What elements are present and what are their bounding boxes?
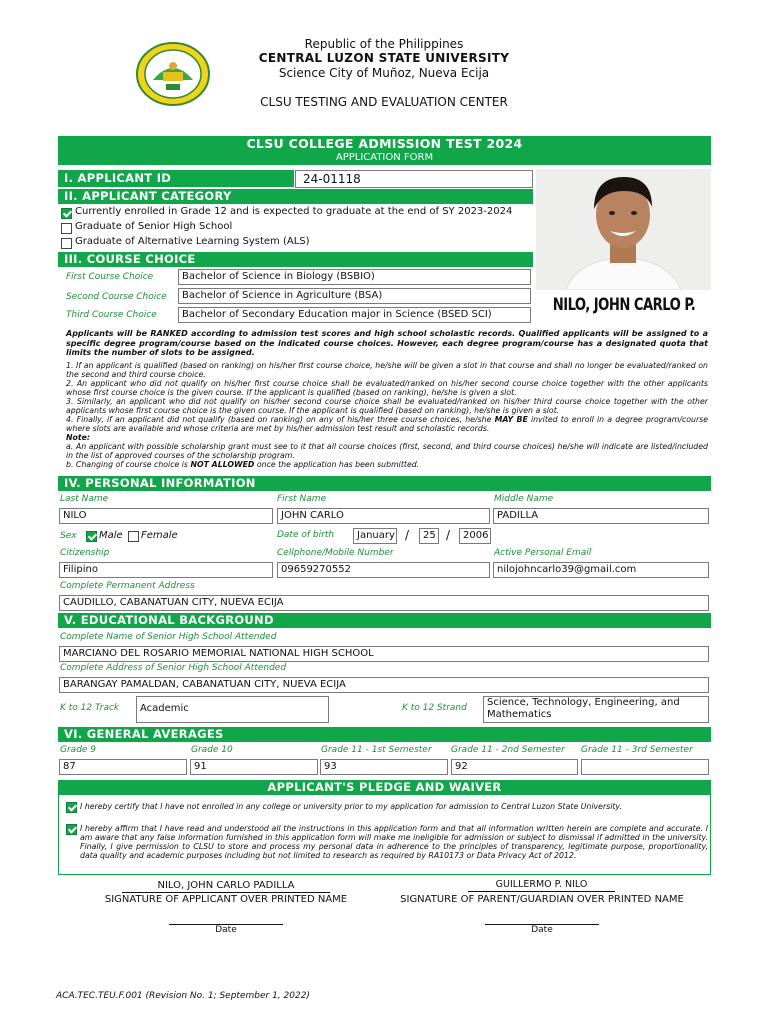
first-course-label: First Course Choice [66, 272, 154, 282]
sex-label: Sex [60, 531, 77, 541]
applicant-signature-caption: SIGNATURE OF APPLICANT OVER PRINTED NAME [104, 894, 348, 905]
applicant-id-field[interactable]: 24-01118 [295, 170, 533, 188]
applicant-date-label: Date [215, 925, 237, 935]
sex-female-checkbox[interactable] [128, 531, 139, 542]
university-seal [136, 42, 210, 106]
dob-year-field[interactable]: 2006 [459, 528, 491, 544]
section-personal-info: IV. PERSONAL INFORMATION [58, 476, 711, 491]
section-general-averages: VI. GENERAL AVERAGES [58, 727, 711, 742]
first-name-field[interactable]: JOHN CARLO [277, 508, 490, 524]
school-address-field[interactable]: BARANGAY PAMALDAN, CABANATUAN CITY, NUEVA ECIJA [59, 677, 709, 693]
section-pledge: APPLICANT'S PLEDGE AND WAIVER [58, 780, 711, 795]
school-name-field[interactable]: MARCIANO DEL ROSARIO MEMORIAL NATIONAL HIGH SCHOOL [59, 646, 709, 662]
pledge-1-text: I hereby certify that I have not enrolled in any college or university prior to my application for admission to Central Luzon State University. [80, 802, 622, 811]
section-education: V. EDUCATIONAL BACKGROUND [58, 613, 711, 628]
parent-date-label: Date [531, 925, 553, 935]
strand-field[interactable]: Science, Technology, Engineering, and Mathematics [483, 696, 709, 723]
header-location: Science City of Muñoz, Nueva Ecija [278, 66, 490, 80]
email-label: Active Personal Email [494, 548, 592, 558]
rule-3: 3. Similarly, an applicant who did not qualify on his/her second course choice shall be evaluated/ranked on his/her third course choice together with the other applicants whose first course choice is the given course. If the applicant is qualified (based on ranking), he/she is given a slot. [66, 397, 708, 415]
parent-signature-caption: SIGNATURE OF PARENT/GUARDIAN OVER PRINTED NAME [400, 894, 684, 905]
rules-note-label: Note: [66, 433, 91, 442]
header-university: CENTRAL LUZON STATE UNIVERSITY [258, 51, 510, 65]
grade10-label: Grade 10 [191, 745, 233, 755]
first-name-label: First Name [277, 494, 327, 504]
applicant-printed-name: NILO, JOHN CARLO PADILLA [122, 880, 330, 893]
third-course-field[interactable]: Bachelor of Secondary Education major in Science (BSED SCI) [178, 307, 531, 323]
citizenship-label: Citizenship [60, 548, 110, 558]
school-address-label: Complete Address of Senior High School Attended [60, 663, 287, 673]
header-center: CLSU TESTING AND EVALUATION CENTER [260, 95, 508, 109]
dob-separator-1: / [405, 528, 410, 542]
category-option-grade12: Currently enrolled in Grade 12 and is expected to graduate at the end of SY 2023-2024 [75, 206, 513, 217]
track-field[interactable]: Academic [136, 696, 329, 723]
dob-label: Date of birth [277, 530, 335, 540]
sex-male-label: Male [99, 530, 123, 541]
pledge-2-checkbox[interactable] [66, 824, 77, 835]
photo-name-caption: NILO, JOHN CARLO P. [552, 295, 696, 315]
strand-label: K to 12 Strand [402, 703, 467, 713]
last-name-label: Last Name [60, 494, 109, 504]
middle-name-field[interactable]: PADILLA [493, 508, 709, 524]
category-option-als-checkbox[interactable] [61, 238, 72, 249]
category-option-als: Graduate of Alternative Learning System (ALS) [75, 236, 310, 247]
applicant-photo [536, 169, 711, 290]
grade11-1st-label: Grade 11 - 1st Semester [321, 745, 432, 755]
grade11-3rd-field[interactable] [581, 759, 709, 775]
rule-4: 4. Finally, if an applicant did not qualify (based on ranking) on any of his/her three course choices, he/she MAY BE invited to enroll in a degree program/course where slots are available and whose criteria are met by his/her admission test result and scholastic records. [66, 415, 709, 433]
rule-note-b: b. Changing of course choice is NOT ALLOWED once the application has been submitted. [66, 460, 420, 469]
grade11-3rd-label: Grade 11 - 3rd Semester [581, 745, 693, 755]
citizenship-field[interactable]: Filipino [59, 562, 273, 578]
dob-month-field[interactable]: January [353, 528, 397, 544]
pledge-2-text: I hereby affirm that I have read and understood all the instructions in this application form and that all information written herein are complete and accurate. I am aware that any false information furnished in this application form will make me ineligible for admission or subject to dismissal if admitted in the university. Finally, I give permission to CLSU to store and process my personal data in adherence to the principles of transparency, legitimate purpose, proportionality, data quality and academic purposes including but not limited to research as required by RA10173 or Data Privacy Act of 2012. [80, 824, 708, 860]
rule-1: 1. If an applicant is qualified (based on ranking) on his/her first course choice, he/she will be given a slot in that course and shall no longer be evaluated/ranked on the second and third course choice. [66, 361, 708, 379]
parent-printed-name: GUILLERMO P. NILO [468, 879, 615, 892]
last-name-field[interactable]: NILO [59, 508, 273, 524]
first-course-field[interactable]: Bachelor of Science in Biology (BSBIO) [178, 269, 531, 285]
category-option-shs: Graduate of Senior High School [75, 221, 233, 232]
dob-day-field[interactable]: 25 [419, 528, 439, 544]
grade11-1st-field[interactable]: 93 [320, 759, 448, 775]
pledge-1-checkbox[interactable] [66, 802, 77, 813]
category-option-shs-checkbox[interactable] [61, 223, 72, 234]
form-title: CLSU COLLEGE ADMISSION TEST 2024 [246, 136, 523, 151]
grade11-2nd-label: Grade 11 - 2nd Semester [451, 745, 565, 755]
category-option-grade12-checkbox[interactable] [61, 208, 72, 219]
grade9-label: Grade 9 [60, 745, 97, 755]
second-course-field[interactable]: Bachelor of Science in Agriculture (BSA) [178, 288, 531, 304]
header-republic: Republic of the Philippines [304, 37, 464, 51]
address-label: Complete Permanent Address [60, 581, 195, 591]
section-course-choice: III. COURSE CHOICE [58, 252, 533, 267]
sex-male-checkbox[interactable] [86, 531, 97, 542]
track-label: K to 12 Track [60, 703, 120, 713]
section-applicant-category: II. APPLICANT CATEGORY [58, 189, 533, 204]
email-field[interactable]: nilojohncarlo39@gmail.com [493, 562, 709, 578]
rule-note-a: a. An applicant with possible scholarship grant must see to it that all course choices (first, second, and third course choices) he/she will indicate are listed/included in the list of approved courses of the scholarship program. [66, 442, 708, 460]
phone-label: Cellphone/Mobile Number [277, 548, 394, 558]
grade9-field[interactable]: 87 [59, 759, 187, 775]
third-course-label: Third Course Choice [66, 310, 157, 320]
form-title-bar [58, 136, 711, 165]
grade11-2nd-field[interactable]: 92 [451, 759, 578, 775]
address-field[interactable]: CAUDILLO, CABANATUAN CITY, NUEVA ECIJA [59, 595, 709, 611]
phone-field[interactable]: 09659270552 [277, 562, 490, 578]
rules-intro: Applicants will be RANKED according to admission test scores and high school scholastic records. Qualified applicants will be assigned to a specific degree program/course based on the indicated course choices. However, each degree program/course has a designated quota that limits the number of slots to be assigned. [66, 329, 708, 357]
dob-separator-2: / [446, 528, 451, 542]
rule-2: 2. An applicant who did not qualify on his/her first course choice shall be evaluated/ranked on his/her second course choice together with the other applicants whose first course choice is the given course. If the applicant is qualified (based on ranking), he/she is given a slot. [66, 379, 708, 397]
middle-name-label: Middle Name [494, 494, 554, 504]
second-course-label: Second Course Choice [66, 292, 167, 302]
grade10-field[interactable]: 91 [190, 759, 318, 775]
sex-female-label: Female [141, 530, 178, 541]
form-code-footer: ACA.TEC.TEU.F.001 (Revision No. 1; September 1, 2022) [56, 991, 310, 1001]
school-name-label: Complete Name of Senior High School Attended [60, 632, 277, 642]
form-subtitle: APPLICATION FORM [335, 152, 434, 163]
section-applicant-id: I. APPLICANT ID [58, 170, 294, 187]
